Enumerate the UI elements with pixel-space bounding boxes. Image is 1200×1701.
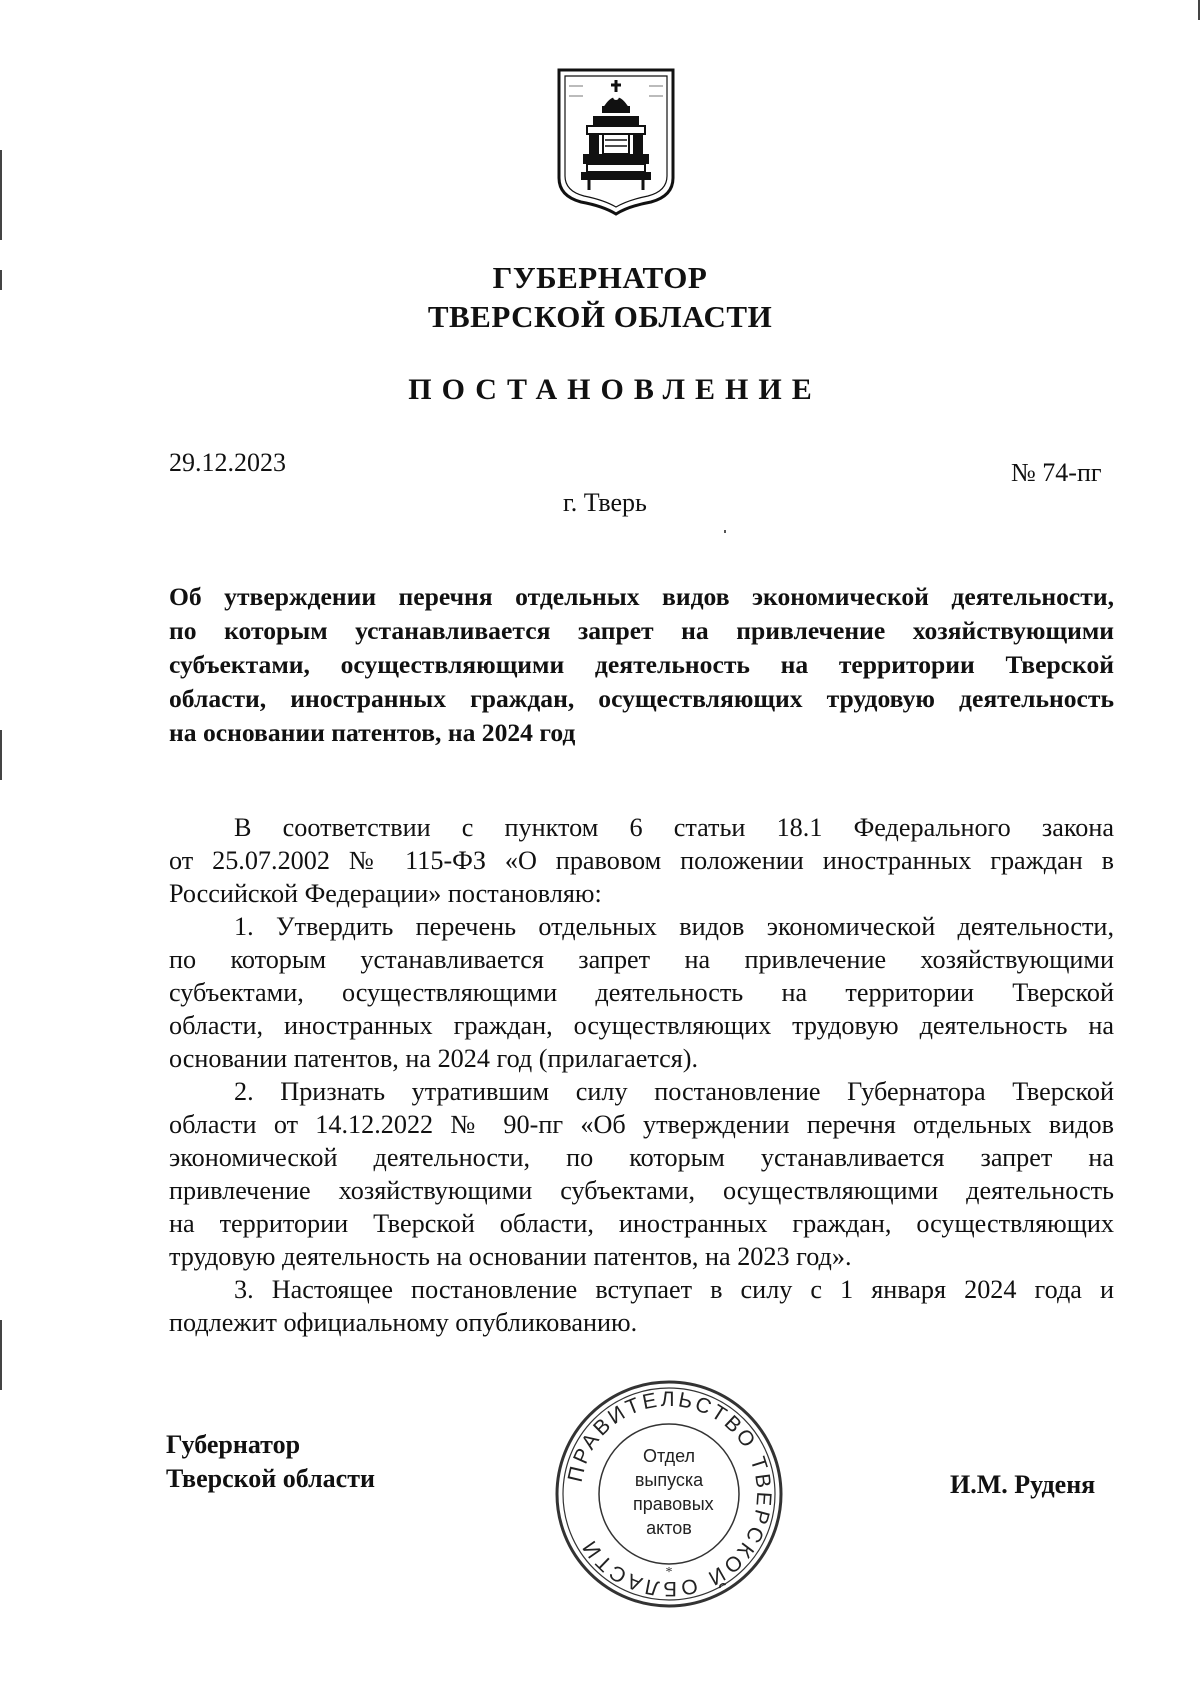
body-line: экономической деятельности, по которым устанавливается запрет на	[169, 1143, 1114, 1172]
body-line: 3. Настоящее постановление вступает в силу с 1 января 2024 года и	[234, 1275, 1114, 1304]
document-body	[169, 811, 1114, 1339]
scan-edge-mark	[0, 730, 2, 780]
svg-text:*: *	[665, 1565, 673, 1580]
stamp-inner-text	[633, 1444, 714, 1540]
tver-region-coat-of-arms-icon	[553, 66, 679, 216]
body-line: субъектами, осуществляющими деятельность на территории Тверской	[169, 978, 1114, 1007]
scan-dot	[724, 530, 726, 533]
stamp-line: правовых	[633, 1494, 714, 1514]
body-line: В соответствии с пунктом 6 статьи 18.1 Федерального закона	[234, 813, 1114, 842]
body-line: трудовую деятельность на основании патентов, на 2023 год».	[169, 1242, 852, 1271]
stamp-line: выпуска	[634, 1470, 704, 1490]
body-line: 2. Признать утратившим силу постановление Губернатора Тверской	[234, 1077, 1114, 1106]
document-type-title: ПОСТАНОВЛЕНИЕ	[408, 373, 822, 406]
stamp-line: Отдел	[642, 1446, 696, 1466]
body-line: Российской Федерации» постановляю:	[169, 879, 602, 908]
signatory-name: И.М. Руденя	[950, 1470, 1096, 1499]
authority-title-line-1: ГУБЕРНАТОР	[492, 260, 708, 295]
stamp-ring-text: ПРАВИТЕЛЬСТВО ТВЕРСКОЙ ОБЛАСТИ	[563, 1387, 776, 1601]
body-line: подлежит официальному опубликованию.	[169, 1308, 638, 1337]
scan-edge-mark	[0, 1320, 2, 1390]
body-line: по которым устанавливается запрет на привлечение хозяйствующими	[169, 945, 1114, 974]
body-line: области, иностранных граждан, осуществляющих трудовую деятельность на	[169, 1011, 1114, 1040]
body-line: области от 14.12.2022 № 90-пг «Об утверждении перечня отдельных видов	[169, 1110, 1114, 1139]
scan-edge-mark	[0, 150, 2, 240]
title-line: по которым устанавливается запрет на привлечение хозяйствующими	[169, 616, 1114, 645]
document-title	[169, 580, 1114, 750]
title-line: на основании патентов, на 2024 год	[169, 718, 576, 747]
document-city: г. Тверь	[563, 488, 647, 517]
body-line: на территории Тверской области, иностранных граждан, осуществляющих	[169, 1209, 1114, 1238]
stamp-line: актов	[646, 1518, 692, 1538]
document-number: № 74-пг	[1011, 458, 1102, 487]
signatory-role-line-1: Губернатор	[166, 1430, 301, 1459]
body-line: от 25.07.2002 № 115-ФЗ «О правовом положении иностранных граждан в	[169, 846, 1114, 875]
body-line: привлечение хозяйствующими субъектами, осуществляющими деятельность	[169, 1176, 1114, 1205]
official-stamp	[553, 1378, 785, 1610]
title-line: субъектами, осуществляющими деятельность на территории Тверской	[169, 650, 1114, 679]
title-line: области, иностранных граждан, осуществляющих трудовую деятельность	[169, 684, 1114, 713]
signatory-role	[166, 1428, 375, 1496]
body-line: основании патентов, на 2024 год (прилагается).	[169, 1044, 699, 1073]
document-date: 29.12.2023	[169, 448, 286, 477]
body-line: 1. Утвердить перечень отдельных видов экономической деятельности,	[234, 912, 1114, 941]
signatory-role-line-2: Тверской области	[166, 1464, 375, 1493]
title-line: Об утверждении перечня отдельных видов экономической деятельности,	[169, 582, 1114, 611]
authority-title-line-2: ТВЕРСКОЙ ОБЛАСТИ	[427, 299, 773, 334]
